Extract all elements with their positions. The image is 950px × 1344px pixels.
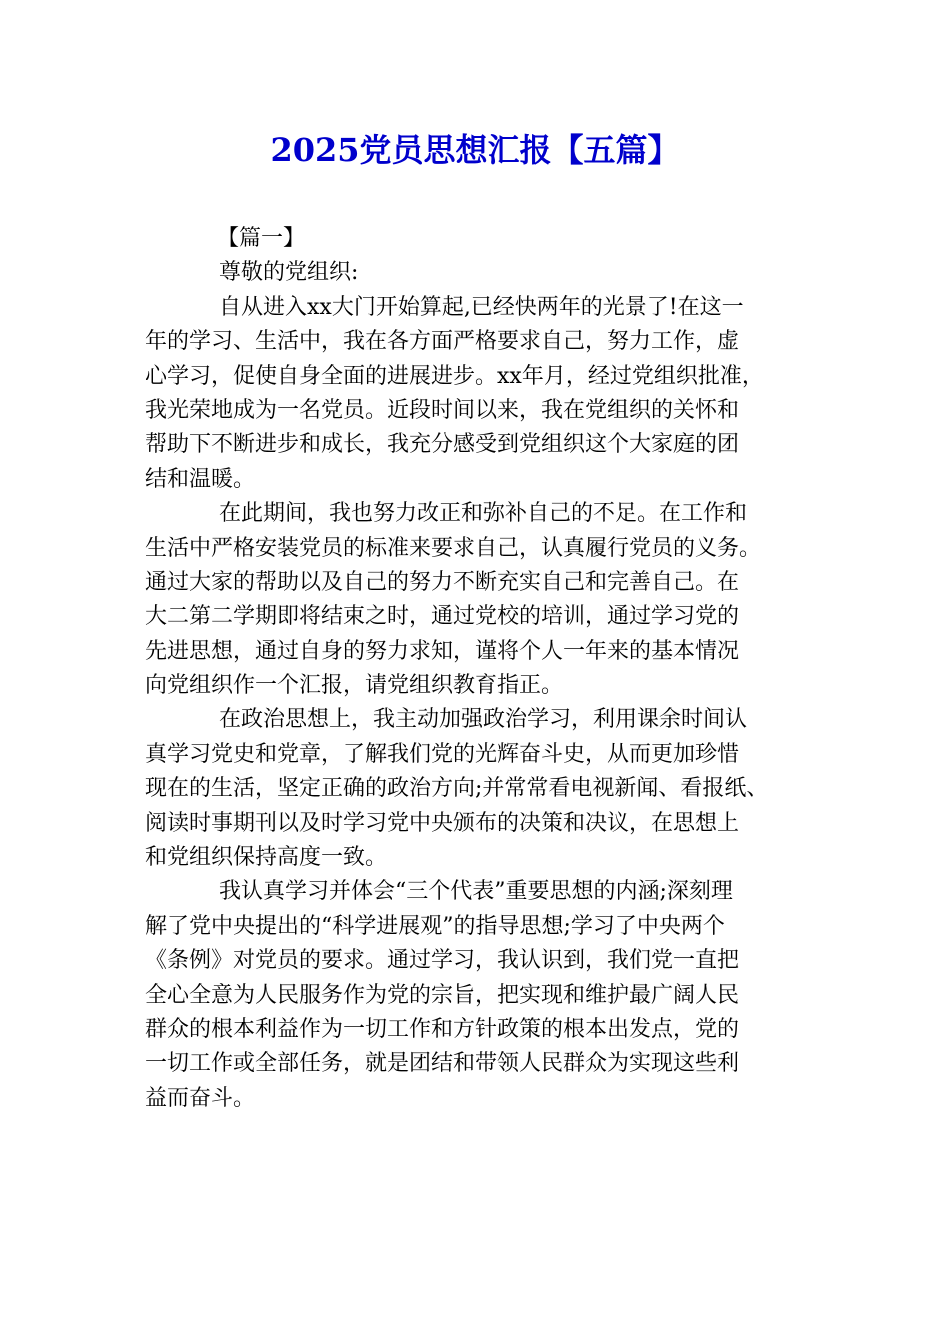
paragraph-line: 大二第二学期即将结束之时，通过党校的培训，通过学习党的	[145, 604, 740, 630]
paragraph-line: 阅读时事期刊以及时学习党中央颁布的决策和决议，在思想上	[145, 810, 740, 836]
paragraph-line: 生活中严格安装党员的标准来要求自己，认真履行党员的义务。	[145, 535, 762, 561]
paragraph-line: 向党组织作一个汇报，请党组织教育指正。	[145, 673, 564, 699]
paragraph-line: 解了党中央提出的“科学进展观”的指导思想;学习了中央两个	[145, 913, 725, 939]
paragraph-3	[145, 703, 815, 875]
section-label: 【篇一】	[217, 226, 306, 251]
paragraph-line: 一切工作或全部任务，就是团结和带领人民群众为实现这些利	[145, 1051, 740, 1077]
salutation: 尊敬的党组织:	[219, 260, 359, 286]
paragraph-line: 先进思想，通过自身的努力求知，谨将个人一年来的基本情况	[145, 638, 740, 664]
paragraph-line: 在政治思想上，我主动加强政治学习，利用课余时间认	[219, 707, 748, 733]
paragraph-line: 现在的生活，坚定正确的政治方向;并常常看电视新闻、看报纸、	[145, 776, 769, 802]
paragraph-line: 全心全意为人民服务作为党的宗旨，把实现和维护最广阔人民	[145, 982, 740, 1008]
paragraph-line: 我认真学习并体会“三个代表”重要思想的内涵;深刻理	[219, 879, 733, 905]
paragraph-line: 我光荣地成为一名党员。近段时间以来，我在党组织的关怀和	[145, 397, 740, 423]
paragraph-line: 在此期间，我也努力改正和弥补自己的不足。在工作和	[219, 501, 748, 527]
paragraph-line: 和党组织保持高度一致。	[145, 845, 388, 871]
paragraph-line: 群众的根本利益作为一切工作和方针政策的根本出发点，党的	[145, 1016, 740, 1042]
paragraph-line: 《条例》对党员的要求。通过学习，我认识到，我们党一直把	[145, 948, 740, 974]
paragraph-line: 心学习，促使自身全面的进展进步。xx年月，经过党组织批准，	[145, 363, 764, 389]
paragraph-line: 年的学习、生活中，我在各方面严格要求自己，努力工作，虚	[145, 329, 740, 355]
document-body	[145, 222, 815, 1116]
paragraph-line: 通过大家的帮助以及自己的努力不断充实自己和完善自己。在	[145, 569, 740, 595]
paragraph-line: 结和温暖。	[145, 466, 256, 492]
paragraph-line: 益而奋斗。	[145, 1085, 256, 1111]
paragraph-1	[145, 291, 815, 497]
paragraph-line: 自从进入xx大门开始算起,已经快两年的光景了!在这一	[219, 294, 744, 320]
document-title: 2025党员思想汇报【五篇】	[270, 131, 680, 169]
paragraph-line: 真学习党史和党章，了解我们党的光辉奋斗史，从而更加珍惜	[145, 741, 740, 767]
paragraph-4	[145, 875, 815, 1116]
paragraph-line: 帮助下不断进步和成长，我充分感受到党组织这个大家庭的团	[145, 432, 740, 458]
paragraph-2	[145, 497, 815, 703]
